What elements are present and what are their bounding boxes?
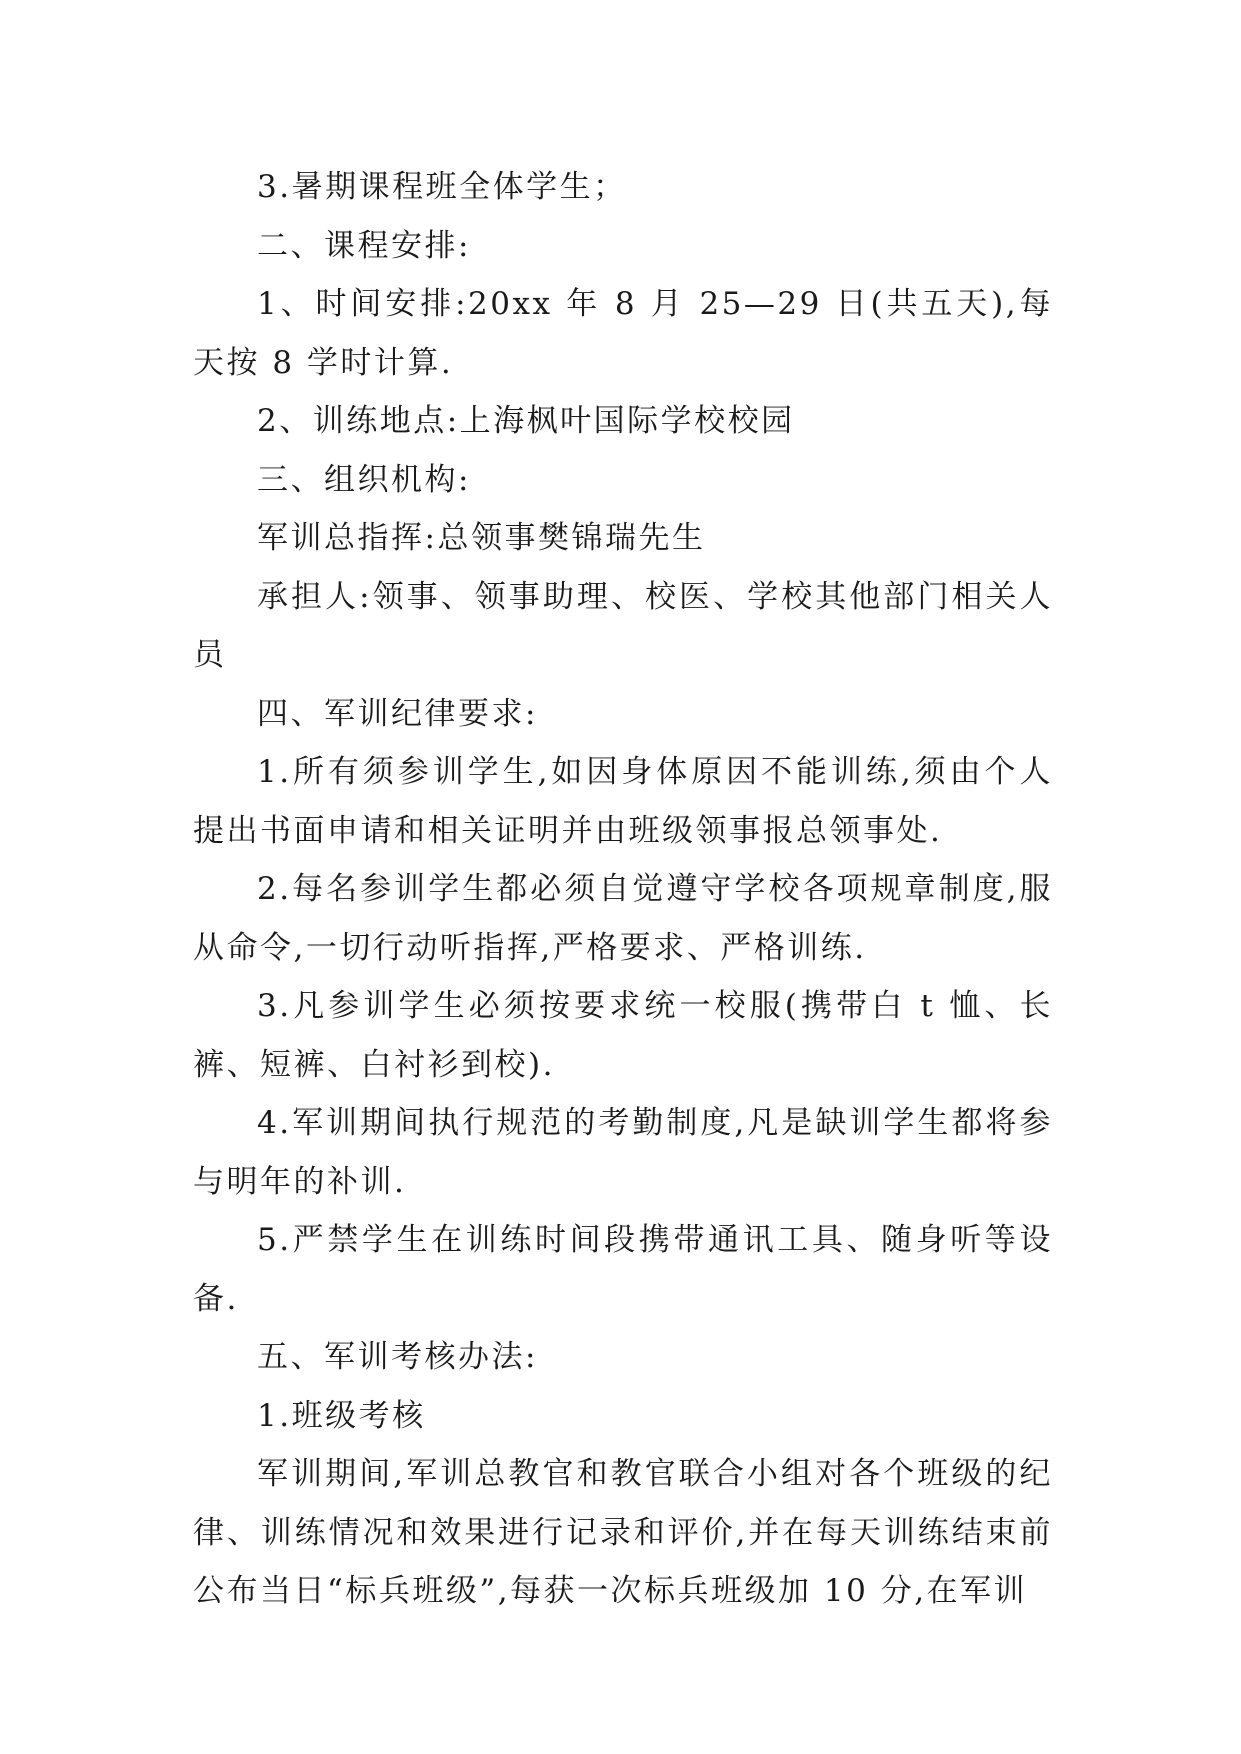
document-body [193, 158, 1053, 1621]
paragraph-assessment-detail: 军训期间,军训总教官和教官联合小组对各个班级的纪律、训练情况和效果进行记录和评价,并在每天训练结束前公布当日“标兵班级”,每获一次标兵班级加 10 分,在军训 [193, 1456, 1053, 1609]
paragraph-commander: 军训总指挥:总领事樊锦瑞先生 [257, 520, 706, 556]
paragraph-class-assessment: 1.班级考核 [257, 1397, 426, 1434]
paragraph-discipline-3: 3.凡参训学生必须按要求统一校服(携带白 t 恤、长裤、短裤、白衬衫到校). [193, 988, 1053, 1083]
heading-organization: 三、组织机构: [257, 461, 471, 498]
paragraph-discipline-4: 4.军训期间执行规范的考勤制度,凡是缺训学生都将参与明年的补训. [193, 1105, 1053, 1200]
paragraph-discipline-2: 2.每名参训学生都必须自觉遵守学校各项规章制度,服从命令,一切行动听指挥,严格要求、严格训练. [193, 871, 1053, 966]
paragraph-staff: 承担人:领事、领事助理、校医、学校其他部门相关人员 [193, 578, 1053, 673]
heading-discipline: 四、军训纪律要求: [257, 695, 538, 732]
paragraph-discipline-5: 5.严禁学生在训练时间段携带通讯工具、随身听等设备. [193, 1222, 1053, 1317]
paragraph-participants: 3.暑期课程班全体学生； [257, 169, 627, 205]
heading-assessment: 五、军训考核办法: [257, 1339, 538, 1375]
paragraph-location: 2、训练地点:上海枫叶国际学校校园 [257, 403, 795, 439]
heading-course-arrangement: 二、课程安排: [257, 227, 471, 264]
paragraph-discipline-1: 1.所有须参训学生,如因身体原因不能训练,须由个人提出书面申请和相关证明并由班级领事报总领事处. [193, 754, 1053, 849]
paragraph-schedule: 1、时间安排:20xx 年 8 月 25—29 日(共五天),每天按 8 学时计算. [193, 286, 1053, 381]
